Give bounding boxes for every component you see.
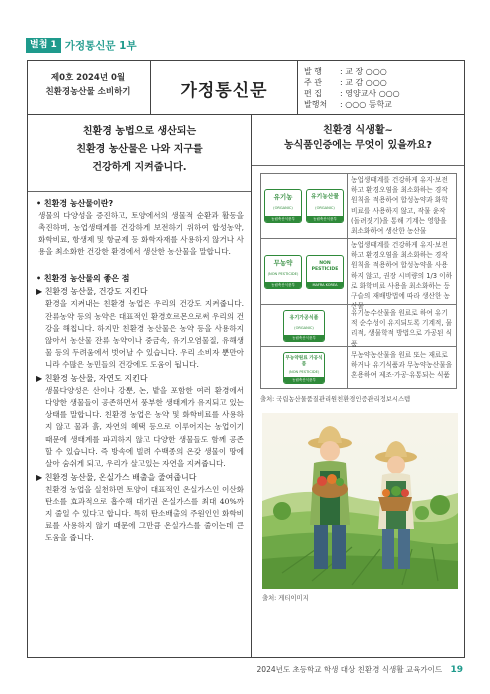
section-title: • 친환경 농산물의 좋은 점	[36, 274, 130, 284]
staff-row: 발행처 : ○○○ 등학교	[304, 100, 392, 109]
image-source: 출처: 게티이미지	[262, 595, 309, 602]
cert-organic-processed	[260, 305, 457, 347]
organic-processed-logo-icon: 유기가공식품 (ORGANIC) 농림축산식품부	[283, 310, 325, 342]
organic-produce-logo-icon: 유기농산물 (ORGANIC) 농림축산식품부	[306, 189, 344, 223]
divider	[252, 165, 464, 166]
page-number: 19	[450, 665, 463, 675]
staff-row: 편 집 : 영양교사 ○○○	[304, 89, 400, 98]
cert-non-pesticide	[260, 239, 457, 311]
cert-description: 농업생태계를 건강하게 유지·보전하고 환경오염을 최소화하는 경작원칙을 적용하여 합성농약과 화학비료를 사용하지 않고, 작물 윤작(돌려짓기)을 통해 기계는 영향을 최소화하여 생산한 농산물	[351, 176, 448, 236]
appendix-title: 가정통신문 1부	[64, 40, 137, 52]
left-headline: 친환경 농법으로 생산되는 친환경 농산물은 나와 지구를 건강하게 지켜줍니다.	[76, 126, 203, 173]
point-body: 생물다양성은 산이나 강뿐, 논, 밭을 포함한 여러 환경에서 다양한 생물들이 공존하면서 풍부한 생태계가 유지되고 있는 상태를 말합니다. 친환경 농업은 농약 및 화학비료를 사용하지 않고 물과 흙, 자연의 혜택 등으로 이루어지는 농업이기 때문에 생태계를 파괴하지 않고 다양한 생물들도 함께 공존할 수 있습니다. 즉 방속에 빌려 수백종의 온갖 생물이 땅에 살아 숨쉬게 되고, 우리가 살고있는 자연을 지켜줍니다.	[45, 386, 244, 468]
organic-logo-icon: 유기농 (ORGANIC) 농림축산식품부	[264, 189, 302, 223]
staff-row: 발 행 : 교 장 ○○○	[304, 67, 387, 76]
staff-list	[304, 66, 400, 110]
appendix-label	[26, 38, 137, 53]
issue-topic: 친환경농산물 소비하기	[45, 87, 131, 97]
farmers-image	[262, 413, 458, 589]
non-pesticide-en-logo-icon: NON PESTICIDE MAFRA KOREA	[306, 255, 344, 289]
non-pesticide-logo-icon: 무농약 (NON PESTICIDE) 농림축산식품부	[264, 255, 302, 289]
cert-description: 농업생태계를 건강하게 유지·보전하고 환경오염을 최소화하는 경작원칙을 적용하여 합성농약을 사용하지 않고, 권장 시비량의 1/3 이하로 화학비료 사용을 최소화하는 등 구슬의 재배방법에 따라 생산한 농산물	[351, 241, 453, 311]
footer-text: 2024년도 초등학교 학생 대상 친환경 식생활 교육가이드	[256, 665, 443, 674]
point-title: ▶ 친환경 농산물, 자연도 지킨다	[36, 374, 148, 384]
newsletter-header	[28, 61, 464, 115]
masthead-title: 가정통신문	[150, 61, 298, 115]
non-pesticide-processed-logo-icon: 무농약원료 가공식품 (NON PESTICIDE) 농림축산식품부	[283, 352, 325, 384]
right-column	[252, 115, 464, 657]
cert-organic	[260, 173, 457, 239]
cert-source: 출처: 국립농산물품질관리원친환경인증관리정보시스템	[260, 396, 411, 403]
newsletter-frame	[27, 60, 465, 658]
issue-number: 제0호 2024년 0월	[50, 73, 126, 83]
point-body: 환경을 지켜내는 친환경 농업은 우리의 건강도 지켜줍니다. 잔류농약 등의 농약은 대표적인 환경호르몬으로써 우리의 건강을 해칩니다. 하지만 친환경 농산물은 농약 등을 사용하지 않아서 농산물 잔류 농약이나 중금속, 유기오염물질, 유해생물 등의 두려움에서 벗어날 수 있습니다. 우리 소비자 뿐만아니라 수많은 농민들의 건강에도 도움이 됩니다.	[45, 299, 244, 369]
section-title: • 친환경 농산물이란?	[36, 199, 114, 208]
farmers-illustration	[262, 413, 458, 589]
appendix-tag: 별첨 1	[26, 38, 61, 53]
left-column	[28, 115, 252, 657]
issue-info	[40, 71, 136, 99]
section-body: 생물의 다양성을 증진하고, 토양에서의 생물적 순환과 활동을 촉진하며, 농업생태계를 건강하게 보전하기 위하여 합성농약, 화학비료, 항생제 및 항균제 등 화학자재를 사용하지 않거나 사용을 최소화한 건강한 환경에서 생산한 농산물을 말합니다.	[38, 211, 244, 257]
footer	[0, 664, 463, 675]
point-title: ▶ 친환경 농산물, 온실가스 배출을 줄여줍니다	[36, 472, 197, 482]
right-headline: 친환경 식생활~ 농식품인증에는 무엇이 있을까요?	[283, 125, 432, 151]
divider	[28, 191, 251, 192]
cert-description: 유기농수산물을 원료로 하여 유기적 순수성이 유지되도록 기계적, 물리적, 생물학적 방법으로 가공된 식품	[351, 309, 453, 348]
left-body	[36, 197, 244, 544]
point-title: ▶ 친환경 농산물, 건강도 지킨다	[36, 287, 148, 297]
cert-non-pesticide-processed	[260, 347, 457, 389]
cert-description: 무농약농산물을 원료 또는 재료로 하거나 유기식품과 무농약농산물을 혼용하여 제조·가공·유통되는 식품	[351, 351, 453, 380]
staff-row: 주 관 : 교 감 ○○○	[304, 78, 387, 87]
point-body: 친환경 농업을 실천하면 토양이 대표적인 온실가스인 이산화탄소를 효과적으로 흡수해 대기권 온실가스를 최대 40%까지 줄일 수 있다고 합니다. 특히 탄소배출의 주원인인 화학비료를 사용하지 않기 때문에 그만큼 온실가스를 줄이는데 큰 도움을 줍니다.	[45, 484, 244, 543]
